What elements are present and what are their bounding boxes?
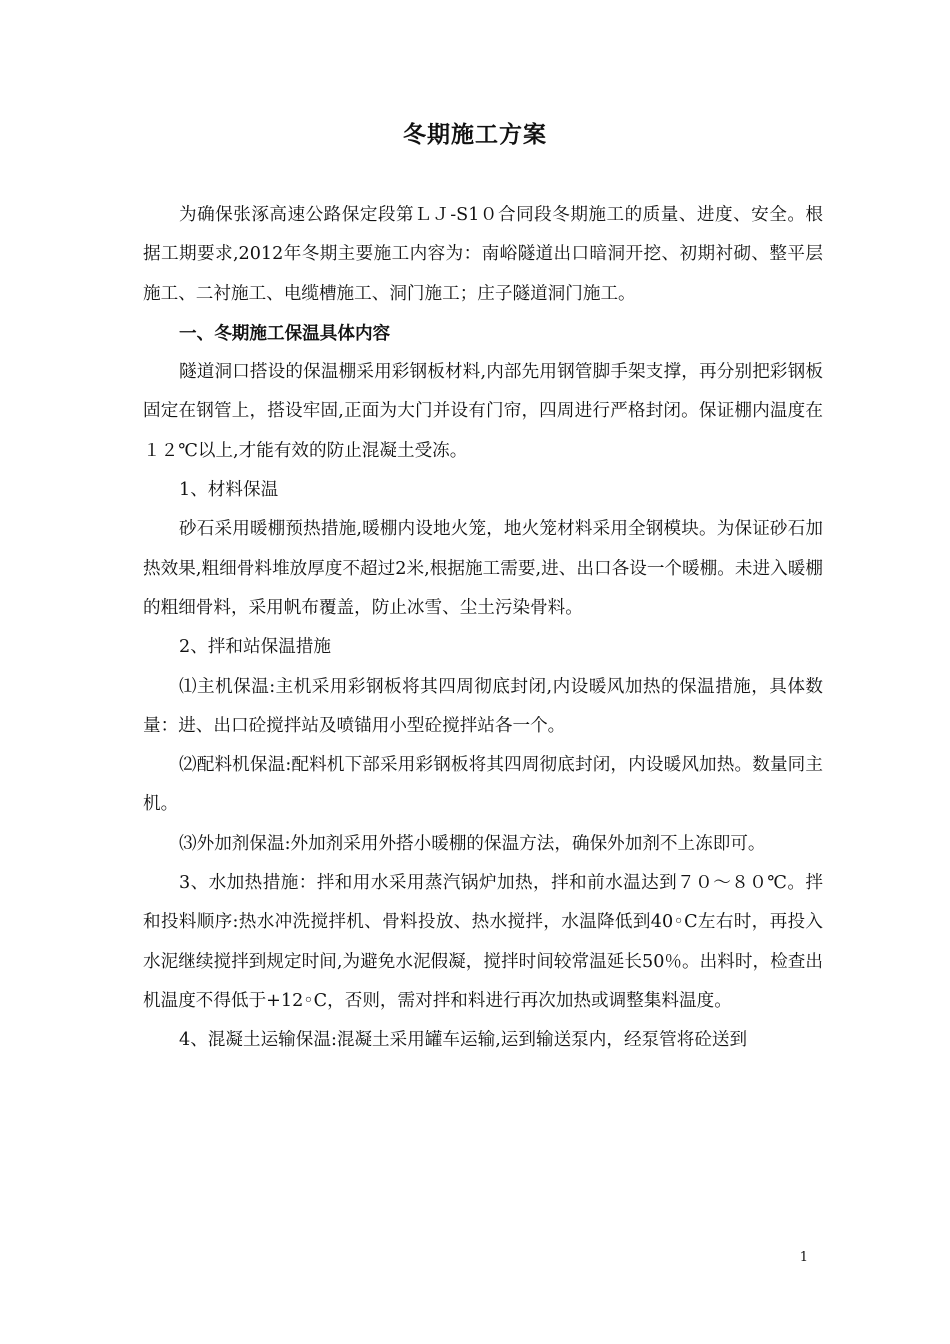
document-body (143, 196, 823, 1061)
page-number: 1 (799, 1250, 808, 1265)
paragraph-water-heating: 3、水加热措施：拌和用水采用蒸汽锅炉加热，拌和前水温达到７０～８０℃。拌和投料顺序:热水冲洗搅拌机、骨料投放、热水搅拌，水温降低到40◦C左右时，再投入水泥继续搅拌到规定时间,为避免水泥假凝，搅拌时间较常温延长50％。出料时，检查出机温度不得低于+12◦C，否则，需对拌和料进行再次加热或调整集料温度。 (143, 873, 823, 1011)
paragraph-transport: 4、混凝土运输保温:混凝土采用罐车运输,运到输送泵内，经泵管将砼送到 (179, 1030, 748, 1051)
paragraph-shelter: 隧道洞口搭设的保温棚采用彩钢板材料,内部先用钢管脚手架支撑，再分别把彩钢板固定在钢管上，搭设牢固,正面为大门并设有门帘，四周进行严格封闭。保证棚内温度在１２℃以上,才能有效的防止混凝土受冻。 (143, 362, 823, 461)
paragraph-batcher: ⑵配料机保温:配料机下部采用彩钢板将其四周彻底封闭，内设暖风加热。数量同主机。 (143, 755, 823, 815)
section-heading: 一、冬期施工保温具体内容 (179, 322, 391, 344)
paragraph-intro: 为确保张涿高速公路保定段第ＬＪ-S1０合同段冬期施工的质量、进度、安全。根据工期要求,2012年冬期主要施工内容为：南峪隧道出口暗洞开挖、初期衬砌、整平层施工、二衬施工、电缆槽施工、洞门施工；庄子隧道洞门施工。 (143, 205, 823, 304)
subheading-material: 1、材料保温 (179, 480, 279, 501)
paragraph-main-unit: ⑴主机保温:主机采用彩钢板将其四周彻底封闭,内设暖风加热的保温措施，具体数量：进、出口砼搅拌站及喷锚用小型砼搅拌站各一个。 (143, 676, 823, 736)
document-title: 冬期施工方案 (403, 121, 547, 148)
paragraph-additive: ⑶外加剂保温:外加剂采用外搭小暖棚的保温方法，确保外加剂不上冻即可。 (179, 833, 766, 854)
paragraph-material: 砂石采用暖棚预热措施,暖棚内设地火笼，地火笼材料采用全钢模块。为保证砂石加热效果,粗细骨料堆放厚度不超过2米,根据施工需要,进、出口各设一个暖棚。未进入暖棚的粗细骨料，采用帆布覆盖，防止冰雪、尘土污染骨料。 (143, 519, 823, 618)
subheading-mixing-station: 2、拌和站保温措施 (179, 637, 331, 658)
